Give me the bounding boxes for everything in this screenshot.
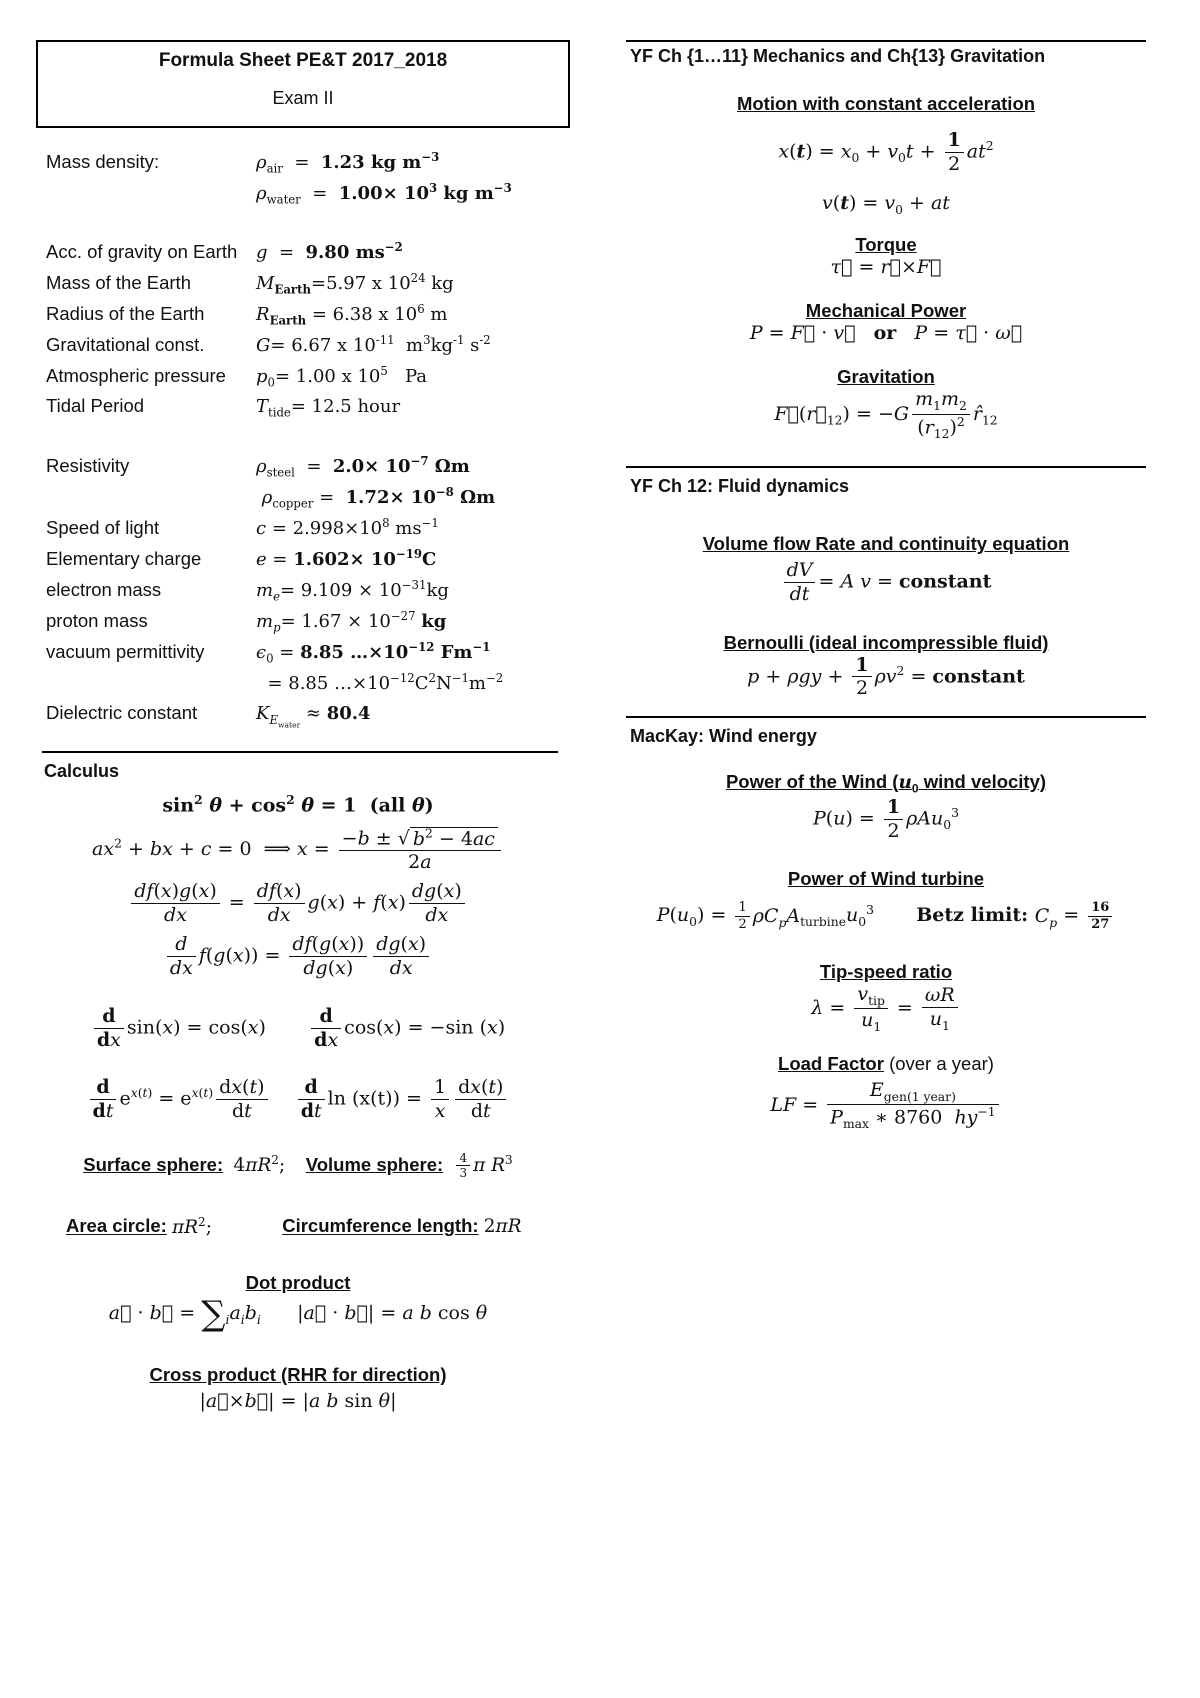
constant-value: $p_0= 1.00$ x $10^5$ Pa	[256, 364, 427, 390]
gravitation-heading: Gravitation	[837, 366, 935, 388]
flow-heading: Volume flow Rate and continuity equation	[702, 532, 1070, 554]
sheet-subtitle: Exam II	[272, 88, 334, 108]
trig-derivatives: $\frac{d}{dx}$ sin(x) = cos(x) $\frac{d}{dx}$ cos(x) = −sin (x)	[40, 1005, 556, 1052]
product-rule: $\frac{df(x)g(x)}{dx}$ = $\frac{df(x)}{dx}$ g(x) + f(x) $\frac{dg(x)}{dx}$	[40, 880, 556, 927]
position-equation: $x(t) = x_0 + v_0t$ + $\frac{1}{2}$ $at^2$	[778, 129, 994, 175]
constant-value: $M_{Earth}=5.97$ x $10^{24}$ kg	[256, 271, 454, 297]
constant-row	[36, 516, 570, 547]
cross-product-formula: |a⃗×b⃗| = |a b sin θ|	[199, 1389, 397, 1412]
constant-label: Elementary charge	[46, 548, 202, 569]
sphere-formulas: Surface sphere: $4\pi R^2$; Volume sphere: $\frac{4}{3}$ π $R^3$	[83, 1150, 513, 1181]
constant-label: Mass of the Earth	[46, 272, 191, 293]
constant-label: Atmospheric pressure	[46, 365, 226, 386]
continuity-equation: $\frac{dV}{dt}$ = A v = constant	[626, 559, 1146, 606]
constant-value: $\rho_{steel} = 2.0\times 10^{-7}$ Ωm	[256, 454, 470, 480]
right-column	[626, 40, 1146, 1132]
fluid-heading: YF Ch 12: Fluid dynamics	[630, 475, 850, 496]
constant-row	[36, 609, 570, 640]
constant-row	[36, 578, 570, 609]
divider	[626, 466, 1146, 468]
constant-row	[36, 640, 570, 671]
tip-speed-heading: Tip-speed ratio	[819, 960, 953, 982]
betz-label: Betz limit:	[916, 904, 1035, 927]
mechanics-heading: YF Ch {1…11} Mechanics and Ch{13} Gravitation	[630, 46, 1046, 66]
constant-value: $\rho_{water} = 1.00\times 10^3$ kg $m^{-3}$	[256, 181, 512, 207]
constant-value: $R_{Earth} = 6.38$ x $10^6$ m	[256, 302, 448, 328]
constant-value: $e = 1.602\times 10^{-19}C$	[256, 547, 437, 570]
volume-sphere-label: Volume sphere:	[305, 1153, 444, 1175]
constant-row	[36, 702, 570, 733]
surface-sphere-label: Surface sphere:	[83, 1153, 224, 1175]
circle-formulas: Area circle: $\pi R^2$; Circumference length: 2πR	[66, 1214, 522, 1238]
power-wind-formula: P(u) = $\frac{1}{2}$ ρAu$_0^3$	[813, 795, 959, 842]
constant-label: Resistivity	[46, 455, 130, 476]
constant-row	[36, 181, 570, 212]
load-factor-heading: Load Factor	[778, 1052, 884, 1074]
constant-value: g = 9.80 $ms^{-2}$	[256, 240, 403, 263]
dot-product-heading: Dot product	[245, 1271, 351, 1293]
divider	[626, 716, 1146, 718]
load-factor-note: (over a year)	[889, 1052, 994, 1074]
constant-row	[36, 333, 570, 364]
divider	[626, 40, 1146, 42]
power-wind-heading: Power of the Wind ($u_0$ wind velocity)	[725, 771, 1047, 796]
constant-label: vacuum permittivity	[46, 641, 205, 662]
constant-row	[36, 395, 570, 426]
trig-identity: $\sin^2 \theta + \cos^2 \theta = 1$ (all θ)	[162, 792, 434, 817]
constant-label: electron mass	[46, 579, 162, 600]
mech-power-heading: Mechanical Power	[805, 300, 967, 322]
constant-row	[36, 485, 570, 516]
constant-value: $K_{E_{water}} \approx 80.4$	[256, 703, 371, 729]
constant-label: proton mass	[46, 610, 148, 631]
bernoulli-heading: Bernoulli (ideal incompressible fluid)	[723, 631, 1049, 653]
constant-label: Radius of the Earth	[46, 303, 205, 324]
dot-product-formula: a⃗ · b⃗ = $\sum_ia_ib_i$ |a⃗ · b⃗| = a b cos θ	[108, 1293, 488, 1334]
power-turbine-heading: Power of Wind turbine	[787, 868, 985, 890]
bernoulli-equation: p + ρgy + $\frac{1}{2}$ $\rho v^2$ = constant	[747, 653, 1025, 700]
chain-rule: $\frac{d}{dx}$ f(g(x)) = $\frac{df(g(x))}{dg(x)}$ $\frac{dg(x)}{dx}$	[40, 933, 556, 980]
constant-value: $\rho_{air} = 1.23$ kg $m^{-3}$	[256, 150, 440, 176]
constant-row	[36, 547, 570, 578]
calculus-section	[40, 792, 556, 1412]
power-turbine-formula: $P(u_0)$ = $\frac{1}{2}$ $\rho C_pA_{turbine}u_0^3$ Betz limit: $C_p$ = $\frac{16}{27}$	[626, 900, 1146, 932]
constant-value: $\epsilon_0 = 8.85$ $\dots\times 10^{-12}$ $Fm^{-1}$	[256, 640, 491, 666]
constant-value: $c = 2.998\times 10^8$ $ms^{-1}$	[256, 516, 439, 539]
quadratic-formula: $ax^2$ + bx + c = 0 ⟹ x = $\frac{-b \pm √ b^2 - 4ac}{2a}$	[40, 826, 556, 874]
constants-table	[36, 150, 570, 733]
constant-label: Speed of light	[46, 517, 160, 538]
load-factor-formula: LF = $\frac{E_{gen(1 year)}}{P_{max} ∗ 8760 hy^{-1}}$	[626, 1079, 1146, 1133]
left-column	[36, 40, 570, 1412]
constant-value: $\rho_{copper} = 1.72\times 10^{-8}$ Ωm	[261, 485, 496, 511]
constant-value: $m_e= 9.109 \times 10^{-31}kg$	[256, 578, 449, 604]
title-box	[36, 40, 570, 128]
constant-value: G= 6.67 x $10^{-11}$ $m^3kg^{-1}$ $s^{-2}$	[256, 333, 491, 356]
constant-value: = 8.85 $\dots\times 10^{-12}C^2N^{-1}m^{-2}$	[256, 671, 504, 694]
constant-label: Mass density:	[46, 151, 160, 172]
constant-row	[36, 671, 570, 702]
constant-label: Dielectric constant	[46, 702, 198, 723]
velocity-equation: $v(t) = v_0$ + at	[822, 191, 950, 217]
tip-speed-formula: λ = $\frac{v_{tip}}{u_1}$ = $\frac{\omega R}{u_1}$	[626, 983, 1146, 1035]
motion-heading: Motion with constant acceleration	[736, 93, 1036, 114]
constant-row	[36, 150, 570, 181]
constant-label: Acc. of gravity on Earth	[46, 241, 238, 262]
area-circle-label: Area circle:	[66, 1215, 167, 1237]
torque-formula: τ⃗ = r⃗×F⃗	[830, 256, 942, 279]
circumference-label: Circumference length:	[282, 1215, 479, 1237]
exp-log-derivatives: $\frac{d}{dt}$ $e^{x(t)} = e^{x(t)}$ $\frac{dx(t)}{dt}$ $\frac{d}{dt}$ ln (x(t)) = $\frac{1}{x}$ $\frac{dx(t)}{dt}$	[40, 1076, 556, 1123]
constant-row	[36, 240, 570, 271]
sheet-title: Formula Sheet PE&T 2017_2018	[158, 50, 448, 71]
gravitation-formula: $F⃗(r⃗_{12}) = -G$ $\frac{m_1m_2}{(r_{12})^2}$ $r̂_{12}$	[774, 388, 998, 442]
divider	[42, 751, 558, 753]
constant-value: $T_{tide}= 12.5$ hour	[256, 396, 401, 420]
cross-product-heading-wrap	[40, 1364, 556, 1386]
torque-heading: Torque	[855, 234, 917, 256]
wind-heading: MacKay: Wind energy	[630, 726, 817, 747]
constant-row	[36, 271, 570, 302]
mech-power-formula: P = F⃗ · v⃗ or P = τ⃗ · ω⃗	[749, 322, 1023, 345]
cross-product-heading: Cross product (RHR for direction)	[149, 1363, 447, 1385]
constant-row	[36, 302, 570, 333]
constant-row	[36, 364, 570, 395]
constant-row	[36, 454, 570, 485]
constant-value: $m_p= 1.67 \times 10^{-27}$ kg	[256, 609, 447, 635]
constant-label: Tidal Period	[46, 395, 145, 416]
dot-product-heading-wrap	[40, 1272, 556, 1294]
calculus-heading: Calculus	[44, 761, 120, 781]
constant-label: Gravitational const.	[46, 334, 205, 355]
